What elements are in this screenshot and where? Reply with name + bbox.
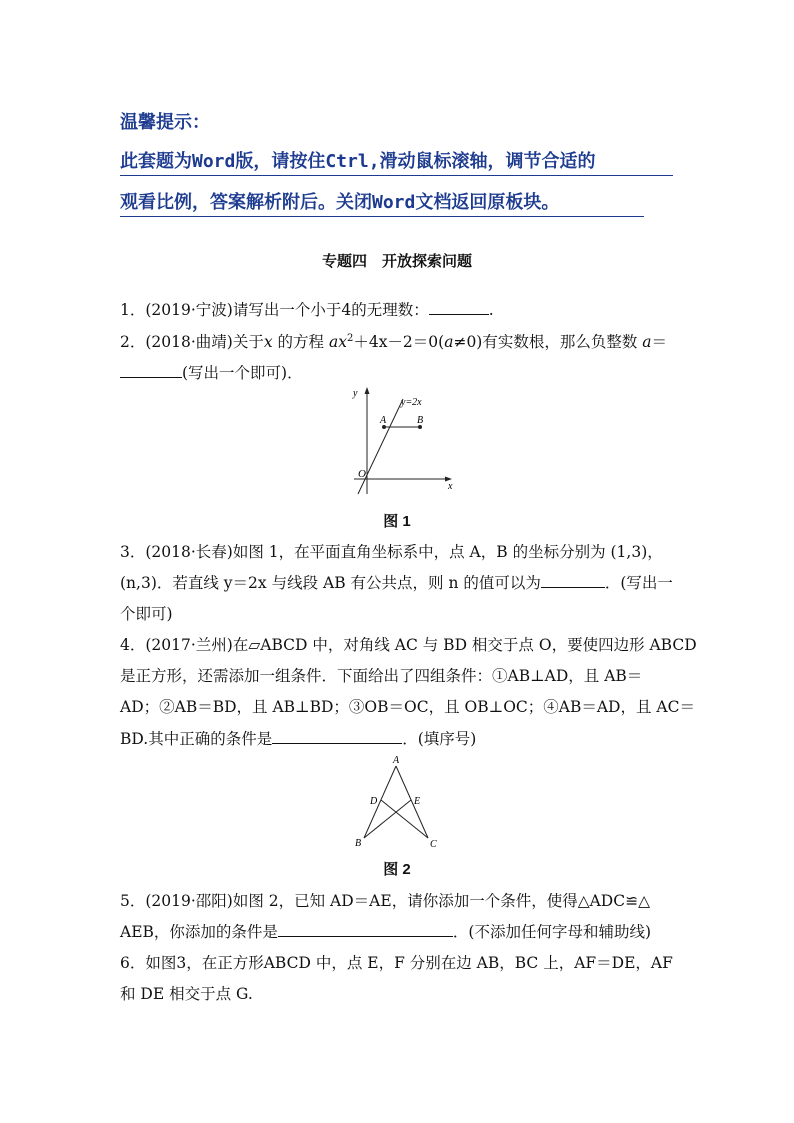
figure-2-caption: 图 2 <box>383 861 411 878</box>
question-4-line-3: AD；②AB＝BD，且 AB⊥BD；③OB＝OC，且 OB⊥OC；④AB＝AD，且 AC＝ <box>120 698 695 716</box>
question-number: 3． <box>120 543 146 561</box>
y-axis-arrow <box>365 387 370 394</box>
line-label: y=2x <box>401 397 422 408</box>
question-source: (2017·兰州) <box>145 636 233 654</box>
question-4: 4．(2017·兰州)在▱ABCD 中，对角线 AC 与 BD 相交于点 O，要使四边形 ABCD <box>120 636 697 654</box>
question-5-line-2: AEB，你添加的条件是 ．(不添加任何字母和辅助线) <box>120 923 652 941</box>
question-source: (2018·长春) <box>145 543 233 561</box>
figure-1-coordinate-plane <box>344 384 459 496</box>
question-source: (2019·宁波) <box>145 301 233 319</box>
notice-line-2: 观看比例，答案解析附后。关闭Word文档返回原板块。 <box>120 188 644 217</box>
answer-blank[interactable] <box>272 728 402 744</box>
question-3-line-2: (n,3)．若直线 y＝2x 与线段 AB 有公共点，则 n 的值可以为 ．(写出一 <box>120 574 673 592</box>
question-number: 5． <box>120 892 146 910</box>
question-text: 请写出一个小于4的无理数： <box>232 301 429 319</box>
question-5: 5．(2019·邵阳)如图 2，已知 AD＝AE，请你添加一个条件，使得△ADC≌△ <box>120 892 650 910</box>
question-number: 1． <box>120 301 146 319</box>
question-2-line-2: (写出一个即可)． <box>120 361 303 383</box>
point-a-label: A <box>380 415 387 426</box>
question-source: (2018·曲靖) <box>145 333 233 351</box>
point-c-label: C <box>430 839 437 850</box>
question-number: 4． <box>120 636 146 654</box>
answer-blank[interactable] <box>541 572 605 588</box>
figure-2-triangle <box>350 752 446 852</box>
question-number: 6． <box>120 954 146 972</box>
section-heading: 专题四 开放探索问题 <box>321 253 472 270</box>
question-1: 1．(2019·宁波)请写出一个小于4的无理数： . <box>120 301 494 319</box>
question-6: 6．如图3，在正方形ABCD 中，点 E，F 分别在边 AB，BC 上，AF＝DE，AF <box>120 954 673 972</box>
notice-title: 温馨提示： <box>120 112 210 133</box>
question-2: 2．(2018·曲靖)关于x 的方程 $ax^2+4x-2=0(a\ne 0)$有实数根，那么负整数 a＝ <box>120 332 668 351</box>
answer-blank[interactable] <box>429 299 489 315</box>
figure-1-caption: 图 1 <box>383 513 411 530</box>
answer-blank[interactable] <box>278 921 453 937</box>
y-axis-label: y <box>353 388 358 399</box>
question-6-line-2: 和 DE 相交于点 G. <box>120 985 253 1003</box>
question-3-line-3: 个即可) <box>120 605 173 623</box>
origin-label: O <box>358 468 366 480</box>
segment-ab <box>364 766 396 838</box>
question-4-line-4: BD.其中正确的条件是 ．(填序号) <box>120 730 477 748</box>
x-axis-label: x <box>448 481 453 492</box>
question-source: (2019·邵阳) <box>145 892 233 910</box>
point-e-label: E <box>414 796 421 807</box>
notice-line-1: 此套题为Word版，请按住Ctrl,滑动鼠标滚轴，调节合适的 <box>120 147 673 176</box>
point-a-label: A <box>393 755 400 766</box>
segment-ac <box>396 766 428 838</box>
question-number: 2． <box>120 333 146 351</box>
point-d-label: D <box>370 796 378 807</box>
point-b-label: B <box>417 415 424 426</box>
question-3: 3．(2018·长春)如图 1，在平面直角坐标系中，点 A，B 的坐标分别为 (1,3)， <box>120 543 663 561</box>
point-b-label: B <box>355 838 362 849</box>
answer-blank[interactable] <box>120 362 182 378</box>
question-4-line-2: 是正方形，还需添加一组条件．下面给出了四组条件：①AB⊥AD，且 AB＝ <box>120 667 643 685</box>
